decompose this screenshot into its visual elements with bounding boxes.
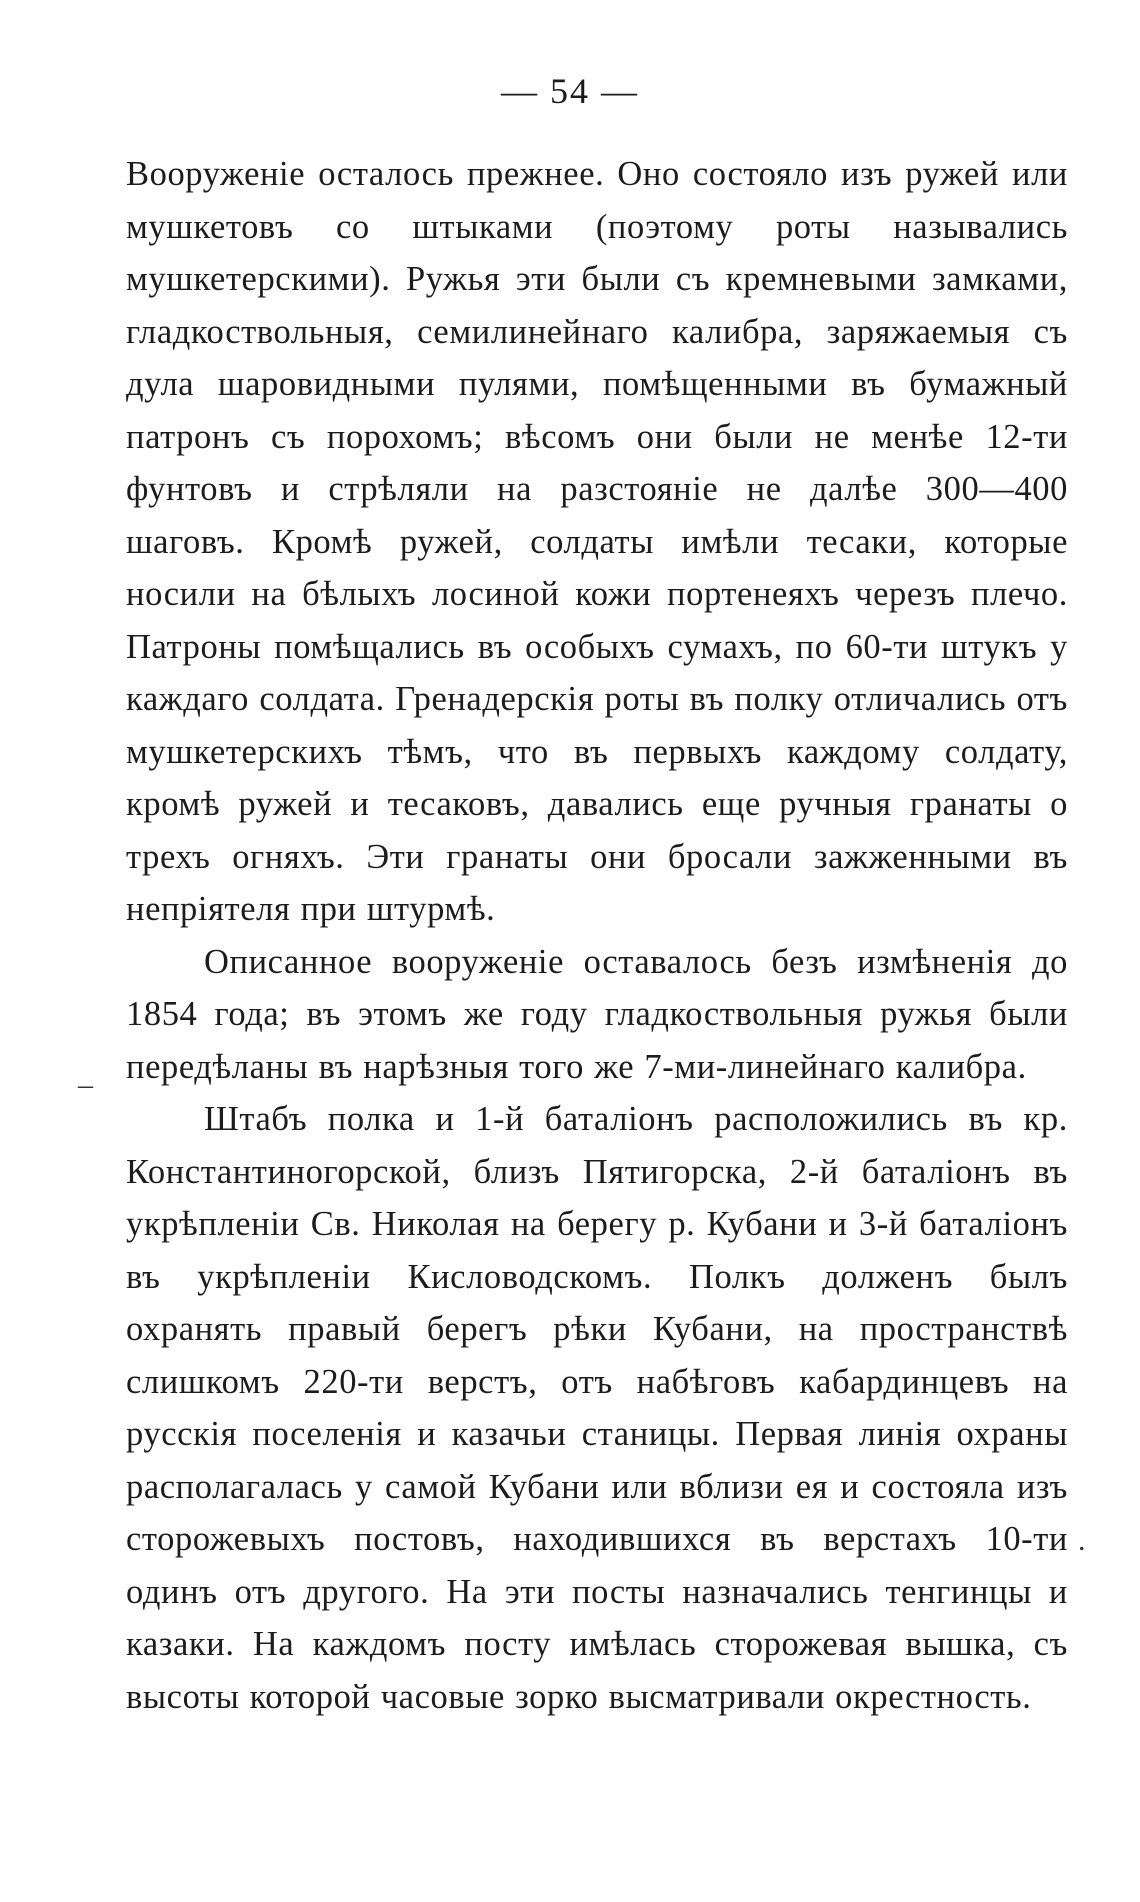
body-text xyxy=(126,148,1068,1723)
paragraph-armament: Вооруженіе осталось прежнее. Оно состояло изъ ружей или мушкетовъ со штыками (поэтому роты назывались мушкетерскими). Ружья эти были съ кремневыми замками, гладкоствольныя, семилинейнаго калибра, заряжаемыя съ дула шаровидными пулями, помѣщенными въ бумажный патронъ съ порохомъ; вѣсомъ они были не менѣе 12-ти фунтовъ и стрѣляли на разстояніе не далѣе 300—400 шаговъ. Кромѣ ружей, солдаты имѣли тесаки, которые носили на бѣлыхъ лосиной кожи портенеяхъ черезъ плечо. Патроны помѣщались въ особыхъ сумахъ, по 60-ти штукъ у каждаго солдата. Гренадерскія роты въ полку отличались отъ мушкетерскихъ тѣмъ, что въ первыхъ каждому солдату, кромѣ ружей и тесаковъ, давались еще ручныя гранаты о трехъ огняхъ. Эти гранаты они бросали зажженными въ непріятеля при штурмѣ. xyxy=(126,155,1068,928)
margin-mark-left: _ xyxy=(78,1058,93,1091)
margin-mark-right: . xyxy=(1078,1524,1086,1557)
page-number: — 54 — xyxy=(501,71,639,111)
paragraph-rearmament: Описанное вооруженіе оставалось безъ измѣненія до 1854 года; въ этомъ же году гладкоствольныя ружья были передѣланы въ нарѣзныя того же 7-ми-линейнаго калибра. xyxy=(126,942,1068,1086)
paragraph-quarters: Штабъ полка и 1-й баталіонъ расположились въ кр. Константиногорской, близъ Пятигорска, 2-й баталіонъ въ укрѣпленіи Св. Николая на берегу р. Кубани и 3-й баталіонъ въ укрѣпленіи Кисловодскомъ. Полкъ долженъ былъ охранять правый берегъ рѣки Кубани, на пространствѣ слишкомъ 220-ти верстъ, отъ набѣговъ кабардинцевъ на русскія поселенія и казачьи станицы. Первая линія охраны располагалась у самой Кубани или вблизи ея и состояла изъ сторожевыхъ постовъ, находившихся въ верстахъ 10-ти одинъ отъ другого. На эти посты назначались тенгинцы и казаки. На каждомъ посту имѣлась сторожевая вышка, съ высоты которой часовые зорко высматривали окрестность. xyxy=(126,1100,1068,1716)
